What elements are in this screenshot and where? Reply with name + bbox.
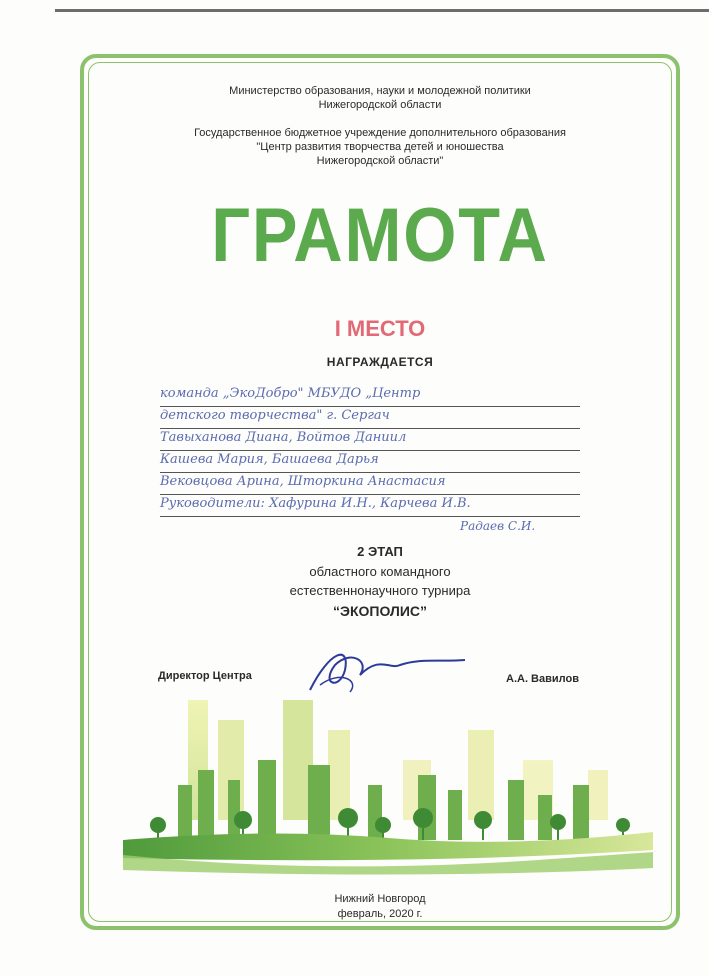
director-signature — [290, 640, 470, 700]
director-name: А.А. Вавилов — [506, 673, 579, 685]
institution-line-3: Нижегородской области" — [316, 155, 444, 167]
ministry-line-2: Нижегородской области — [318, 99, 442, 111]
tournament-name: “ЭКОПОЛИС” — [333, 603, 427, 619]
handwritten-line-1: команда „ЭкоДобро" МБУДО „Центр — [160, 382, 580, 407]
stage-line-1: областного командного — [309, 564, 451, 579]
footer-date: февраль, 2020 г. — [337, 908, 423, 920]
stage-title: 2 ЭТАП — [357, 544, 403, 559]
handwritten-line-5: Вековцова Арина, Шторкина Анастасия — [160, 470, 580, 495]
institution-line-2: "Центр развития творчества детей и юношества — [256, 141, 504, 153]
handwritten-line-7: Радаев С.И. — [460, 519, 536, 533]
ministry-line-1: Министерство образования, науки и молодежной политики — [229, 85, 531, 97]
certificate-title: ГРАМОТА — [211, 193, 549, 278]
handwritten-line-4: Кашева Мария, Башаева Дарья — [160, 448, 580, 473]
green-city-skyline-illustration — [118, 690, 658, 880]
stage-line-2: естественнонаучного турнира — [289, 583, 471, 598]
scan-top-edge-line — [55, 9, 709, 12]
institution-header — [88, 126, 672, 168]
handwritten-line-6: Руководители: Хафурина И.Н., Карчева И.В. — [160, 492, 580, 517]
handwritten-line-2: детского творчества" г. Сергач — [160, 404, 580, 429]
footer-city: Нижний Новгород — [334, 893, 426, 905]
institution-line-1: Государственное бюджетное учреждение дополнительного образования — [194, 127, 566, 139]
handwritten-line-3: Тавыханова Диана, Войтов Даниил — [160, 426, 580, 451]
place-label: I МЕСТО — [334, 316, 426, 341]
director-label: Директор Центра — [158, 670, 252, 682]
ministry-header — [88, 84, 672, 112]
awarded-label: НАГРАЖДАЕТСЯ — [326, 355, 434, 369]
